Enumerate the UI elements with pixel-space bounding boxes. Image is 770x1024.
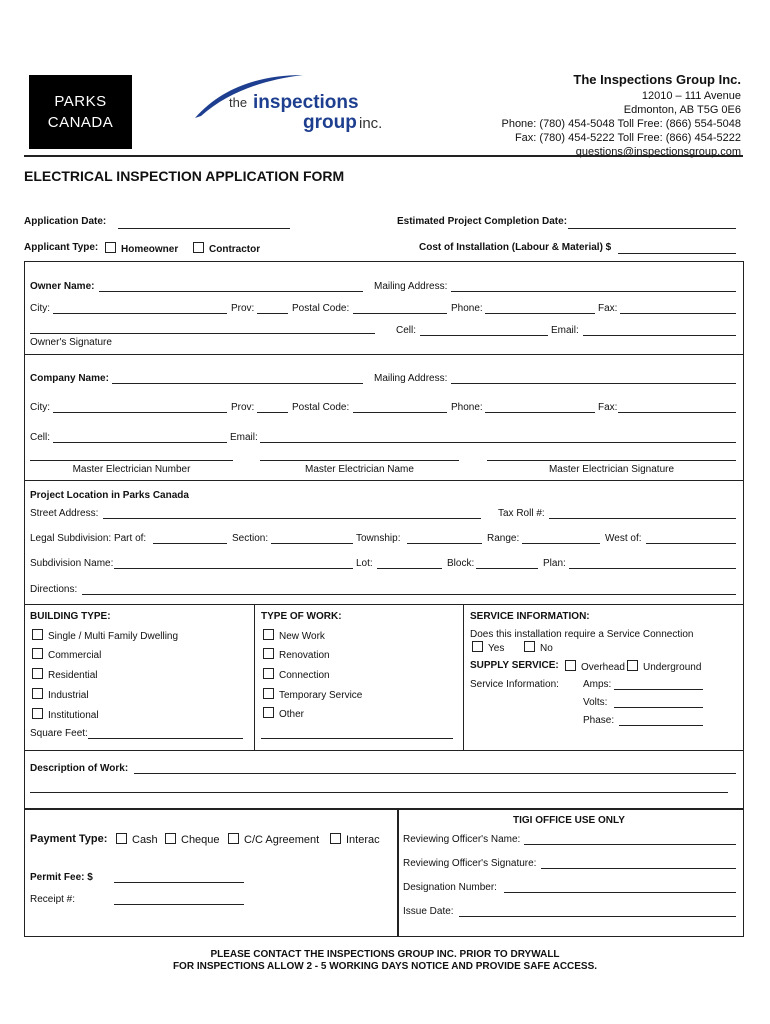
company-city-label: City: — [30, 402, 50, 413]
block-field[interactable] — [476, 568, 538, 569]
service-question: Does this installation require a Service Connection — [470, 629, 694, 640]
underground-label: Underground — [643, 662, 702, 673]
company-phone-label: Phone: — [451, 402, 483, 413]
owner-postal-label: Postal Code: — [292, 303, 350, 314]
receipt-field[interactable] — [114, 904, 244, 905]
building-checkbox[interactable] — [32, 688, 43, 699]
square-feet-field[interactable] — [88, 738, 243, 739]
completion-date-field[interactable] — [568, 228, 736, 229]
cc-agreement-label: C/C Agreement — [244, 834, 320, 846]
company-cell-field[interactable] — [53, 442, 227, 443]
service-yes-label: Yes — [488, 643, 505, 654]
underground-checkbox[interactable] — [627, 660, 638, 671]
owner-postal-field[interactable] — [353, 313, 447, 314]
cheque-label: Cheque — [181, 834, 220, 846]
phase-field[interactable] — [619, 725, 703, 726]
owner-mailing-field[interactable] — [451, 291, 736, 292]
work-checkbox[interactable] — [263, 629, 274, 640]
township-field[interactable] — [407, 543, 482, 544]
reviewing-officer-signature-label: Reviewing Officer's Signature: — [403, 858, 537, 869]
cash-label: Cash — [132, 834, 158, 846]
building-option-label: Institutional — [48, 710, 99, 721]
company-fax-field[interactable] — [618, 412, 736, 413]
designation-number-field[interactable] — [504, 892, 736, 893]
part-of-field[interactable] — [153, 543, 227, 544]
owner-name-field[interactable] — [99, 291, 363, 292]
tigi-logo-inspections: inspections — [253, 92, 359, 113]
parks-logo-line1: PARKS — [54, 93, 107, 110]
supply-service-label: SUPPLY SERVICE: — [470, 660, 559, 671]
payment-interac-option[interactable] — [330, 833, 380, 846]
cc-agreement-checkbox[interactable] — [228, 833, 239, 844]
form-title: ELECTRICAL INSPECTION APPLICATION FORM — [24, 168, 345, 184]
amps-label: Amps: — [583, 679, 612, 690]
tigi-logo — [193, 72, 408, 152]
types-section-divider — [24, 750, 743, 751]
owner-city-field[interactable] — [53, 313, 227, 314]
company-phone-field[interactable] — [485, 412, 595, 413]
company-mailing-field[interactable] — [451, 383, 736, 384]
tax-roll-label: Tax Roll #: — [498, 508, 545, 519]
office-use-heading: TIGI OFFICE USE ONLY — [513, 815, 625, 826]
description-label: Description of Work: — [30, 763, 129, 774]
payment-cc-option[interactable] — [228, 833, 319, 846]
service-info-heading: SERVICE INFORMATION: — [470, 611, 590, 622]
building-checkbox[interactable] — [32, 668, 43, 679]
types-col-divider-1 — [254, 605, 255, 751]
permit-fee-label: Permit Fee: $ — [30, 872, 93, 883]
work-option-label: Other — [279, 709, 305, 720]
plan-label: Plan: — [543, 558, 566, 569]
contractor-label: Contractor — [209, 244, 261, 255]
owner-fax-label: Fax: — [598, 303, 618, 314]
building-option-label: Residential — [48, 670, 98, 681]
parks-logo-line2: CANADA — [47, 114, 114, 131]
owner-email-label: Email: — [551, 325, 579, 336]
overhead-option[interactable] — [565, 660, 625, 673]
volts-label: Volts: — [583, 697, 608, 708]
company-email: questions@inspectionsgroup.com — [575, 146, 741, 158]
work-checkbox[interactable] — [263, 688, 274, 699]
service-no-label: No — [540, 643, 553, 654]
designation-number-label: Designation Number: — [403, 882, 497, 893]
office-use-box — [397, 808, 744, 937]
reviewing-officer-name-field[interactable] — [524, 844, 736, 845]
issue-date-field[interactable] — [459, 916, 736, 917]
applicant-type-label: Applicant Type: — [24, 242, 99, 253]
company-fax-label: Fax: — [598, 402, 618, 413]
master-signature-field[interactable] — [487, 460, 736, 461]
company-phone: Phone: (780) 454-5048 Toll Free: (866) 554-5048 — [501, 118, 741, 130]
work-checkbox[interactable] — [263, 668, 274, 679]
footer-notice-line2: FOR INSPECTIONS ALLOW 2 - 5 WORKING DAYS NOTICE AND PROVIDE SAFE ACCESS. — [172, 961, 598, 972]
building-option-commercial[interactable] — [32, 648, 101, 661]
building-option-label: Industrial — [48, 690, 89, 701]
owner-phone-field[interactable] — [485, 313, 595, 314]
interac-label: Interac — [346, 834, 380, 846]
payment-type-label: Payment Type: — [30, 833, 108, 845]
directions-field[interactable] — [82, 594, 736, 595]
owner-cell-label: Cell: — [396, 325, 417, 336]
section-field[interactable] — [271, 543, 353, 544]
tigi-logo-group: group — [303, 112, 357, 133]
header-divider — [24, 155, 743, 157]
owner-name-label: Owner Name: — [30, 281, 95, 292]
footer-notice-line1: PLEASE CONTACT THE INSPECTIONS GROUP INC. PRIOR TO DRYWALL — [210, 949, 560, 960]
building-option-label: Commercial — [48, 650, 102, 661]
homeowner-label: Homeowner — [121, 244, 179, 255]
owner-city-label: City: — [30, 303, 50, 314]
building-option-label: Single / Multi Family Dwelling — [48, 631, 179, 642]
company-email-label: Email: — [230, 432, 258, 443]
company-prov-label: Prov: — [231, 402, 255, 413]
company-address-line1: 12010 – 111 Avenue — [641, 90, 741, 102]
application-date-label: Application Date: — [24, 216, 107, 227]
service-no-checkbox[interactable] — [524, 641, 535, 652]
location-heading: Project Location in Parks Canada — [30, 490, 189, 501]
west-of-field[interactable] — [646, 543, 736, 544]
homeowner-checkbox[interactable] — [105, 242, 116, 253]
payment-cash-option[interactable] — [116, 833, 158, 846]
range-field[interactable] — [522, 543, 600, 544]
work-option-new[interactable] — [263, 629, 325, 642]
work-option-other[interactable] — [263, 707, 304, 720]
service-no-option[interactable] — [524, 641, 553, 654]
work-checkbox[interactable] — [263, 648, 274, 659]
overhead-checkbox[interactable] — [565, 660, 576, 671]
work-option-connection[interactable] — [263, 668, 330, 681]
building-option-industrial[interactable] — [32, 688, 89, 701]
contractor-option[interactable] — [193, 242, 260, 255]
master-number-label: Master Electrician Number — [72, 464, 191, 475]
range-label: Range: — [487, 533, 520, 544]
square-feet-label: Square Feet: — [30, 728, 88, 739]
amps-field[interactable] — [614, 689, 703, 690]
tigi-logo-inc: inc. — [359, 115, 383, 132]
master-name-label: Master Electrician Name — [305, 464, 414, 475]
work-checkbox[interactable] — [263, 707, 274, 718]
street-address-label: Street Address: — [30, 508, 99, 519]
master-signature-label: Master Electrician Signature — [548, 464, 675, 475]
section-label: Section: — [232, 533, 269, 544]
company-name-field[interactable] — [112, 383, 363, 384]
work-option-label: Connection — [279, 670, 330, 681]
parks-canada-logo — [29, 75, 132, 149]
company-cell-label: Cell: — [30, 432, 51, 443]
owner-signature-field[interactable] — [30, 333, 375, 334]
tax-roll-field[interactable] — [549, 518, 736, 519]
description-field-2[interactable] — [30, 792, 728, 793]
service-yes-option[interactable] — [472, 641, 504, 654]
company-name-label — [30, 373, 109, 384]
service-information-label: Service Information: — [470, 679, 559, 690]
company-email-field[interactable] — [260, 442, 736, 443]
master-name-field[interactable] — [260, 460, 459, 461]
building-option-institutional[interactable] — [32, 708, 99, 721]
interac-checkbox[interactable] — [330, 833, 341, 844]
reviewing-officer-name-label: Reviewing Officer's Name: — [403, 834, 521, 845]
lot-field[interactable] — [377, 568, 442, 569]
location-section-divider — [24, 604, 743, 605]
building-checkbox[interactable] — [32, 629, 43, 640]
cash-checkbox[interactable] — [116, 833, 127, 844]
company-postal-field[interactable] — [353, 412, 447, 413]
owner-cell-field[interactable] — [420, 335, 548, 336]
company-prov-field[interactable] — [257, 412, 288, 413]
tigi-logo-the: the — [229, 95, 248, 110]
company-fax: Fax: (780) 454-5222 Toll Free: (866) 454-5222 — [514, 132, 741, 144]
work-option-label: Temporary Service — [279, 690, 363, 701]
cheque-checkbox[interactable] — [165, 833, 176, 844]
type-of-work-heading: TYPE OF WORK: — [261, 611, 342, 622]
types-col-divider-2 — [463, 605, 464, 751]
owner-signature-label: Owner's Signature — [30, 337, 112, 348]
phase-label: Phase: — [583, 715, 615, 726]
owner-section-divider — [24, 354, 743, 355]
issue-date-label: Issue Date: — [403, 906, 454, 917]
work-option-temporary[interactable] — [263, 688, 362, 701]
company-section-divider — [24, 480, 743, 481]
subdivision-name-field[interactable] — [114, 568, 353, 569]
company-contact-block — [501, 71, 741, 159]
work-option-renovation[interactable] — [263, 648, 330, 661]
permit-fee-field[interactable] — [114, 882, 244, 883]
directions-label: Directions: — [30, 584, 78, 595]
building-checkbox[interactable] — [32, 648, 43, 659]
plan-field[interactable] — [569, 568, 736, 569]
overhead-label: Overhead — [581, 662, 625, 673]
cost-label: Cost of Installation (Labour & Material) $ — [419, 242, 612, 253]
company-mailing-label: Mailing Address: — [374, 373, 448, 384]
lot-label: Lot: — [356, 558, 373, 569]
owner-email-field[interactable] — [583, 335, 736, 336]
volts-field[interactable] — [614, 707, 703, 708]
township-label: Township: — [356, 533, 401, 544]
master-number-field[interactable] — [30, 460, 233, 461]
owner-phone-label: Phone: — [451, 303, 483, 314]
owner-mailing-label: Mailing Address: — [374, 281, 448, 292]
receipt-label: Receipt #: — [30, 894, 76, 905]
homeowner-option[interactable] — [105, 242, 178, 255]
building-type-heading: BUILDING TYPE: — [30, 611, 111, 622]
company-postal-label: Postal Code: — [292, 402, 350, 413]
service-yes-checkbox[interactable] — [472, 641, 483, 652]
building-option-residential[interactable] — [32, 668, 97, 681]
payment-cheque-option[interactable] — [165, 833, 220, 846]
company-name: The Inspections Group Inc. — [573, 72, 741, 87]
completion-date-label: Estimated Project Completion Date: — [397, 216, 568, 227]
owner-fax-field[interactable] — [620, 313, 736, 314]
building-checkbox[interactable] — [32, 708, 43, 719]
company-name-text: Company Name: — [30, 373, 109, 384]
owner-prov-label: Prov: — [231, 303, 255, 314]
building-option-single[interactable] — [32, 629, 178, 642]
work-option-label: New Work — [279, 631, 325, 642]
contractor-checkbox[interactable] — [193, 242, 204, 253]
description-field-1[interactable] — [134, 773, 736, 774]
cost-field[interactable] — [618, 253, 736, 254]
legal-subdivision-label: Legal Subdivision: Part of: — [30, 533, 147, 544]
company-address-line2: Edmonton, AB T5G 0E6 — [623, 104, 741, 116]
street-address-field[interactable] — [103, 518, 481, 519]
subdivision-name-label: Subdivision Name: — [30, 558, 114, 569]
owner-prov-field[interactable] — [257, 313, 288, 314]
west-of-label: West of: — [605, 533, 642, 544]
underground-option[interactable] — [627, 660, 701, 673]
application-date-field[interactable] — [118, 228, 290, 229]
work-other-field[interactable] — [261, 738, 453, 739]
block-label: Block: — [447, 558, 475, 569]
work-option-label: Renovation — [279, 650, 330, 661]
reviewing-officer-signature-field[interactable] — [541, 868, 736, 869]
company-city-field[interactable] — [53, 412, 227, 413]
